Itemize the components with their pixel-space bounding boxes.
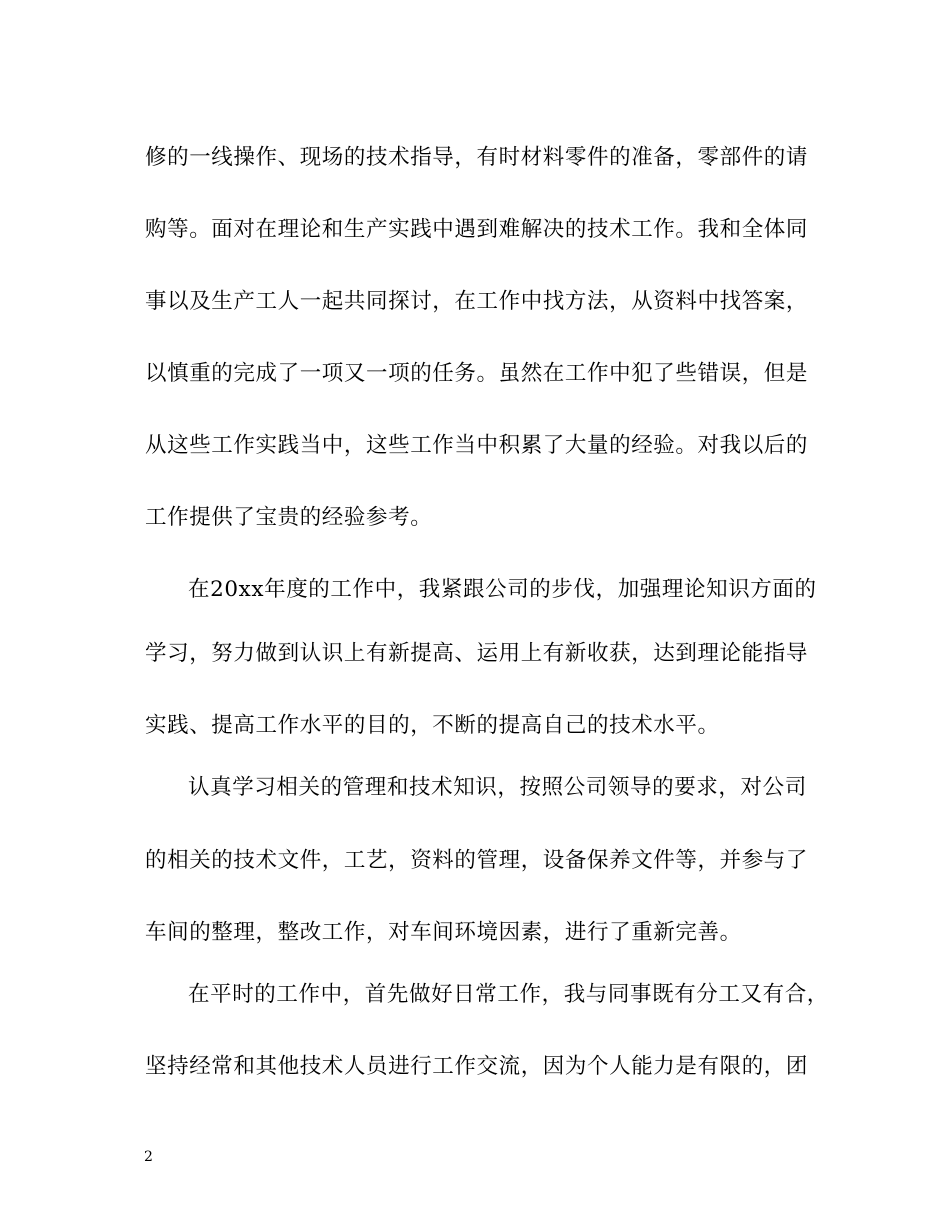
text-line: 车间的整理，整改工作，对车间环境因素，进行了重新完善。: [145, 920, 742, 945]
paragraph-first-line: 在平时的工作中，首先做好日常工作，我与同事既有分工又有合，: [188, 982, 829, 1007]
text-line: 从这些工作实践当中，这些工作当中积累了大量的经验。对我以后的: [145, 433, 809, 458]
page-number: 2: [144, 1149, 153, 1165]
text-line: 购等。面对在理论和生产实践中遇到难解决的技术工作。我和全体同: [145, 217, 809, 242]
text-line: 的相关的技术文件，工艺，资料的管理，设备保养文件等，并参与了: [145, 848, 809, 873]
text-line: 实践、提高工作水平的目的，不断的提高自己的技术水平。: [145, 713, 720, 738]
text-line: 以慎重的完成了一项又一项的任务。虽然在工作中犯了些错误，但是: [145, 361, 809, 386]
text-line: 坚持经常和其他技术人员进行工作交流，因为个人能力是有限的，团: [145, 1054, 809, 1079]
text-line: 事以及生产工人一起共同探讨，在工作中找方法，从资料中找答案，: [145, 289, 809, 314]
paragraph-first-line: 在20xx年度的工作中，我紧跟公司的步伐，加强理论知识方面的: [188, 577, 817, 602]
text-line: 修的一线操作、现场的技术指导，有时材料零件的准备，零部件的请: [145, 145, 809, 170]
paragraph-first-line: 认真学习相关的管理和技术知识，按照公司领导的要求，对公司: [188, 775, 807, 800]
text-line: 学习，努力做到认识上有新提高、运用上有新收获，达到理论能指导: [145, 641, 809, 666]
text-line: 工作提供了宝贵的经验参考。: [145, 505, 433, 530]
